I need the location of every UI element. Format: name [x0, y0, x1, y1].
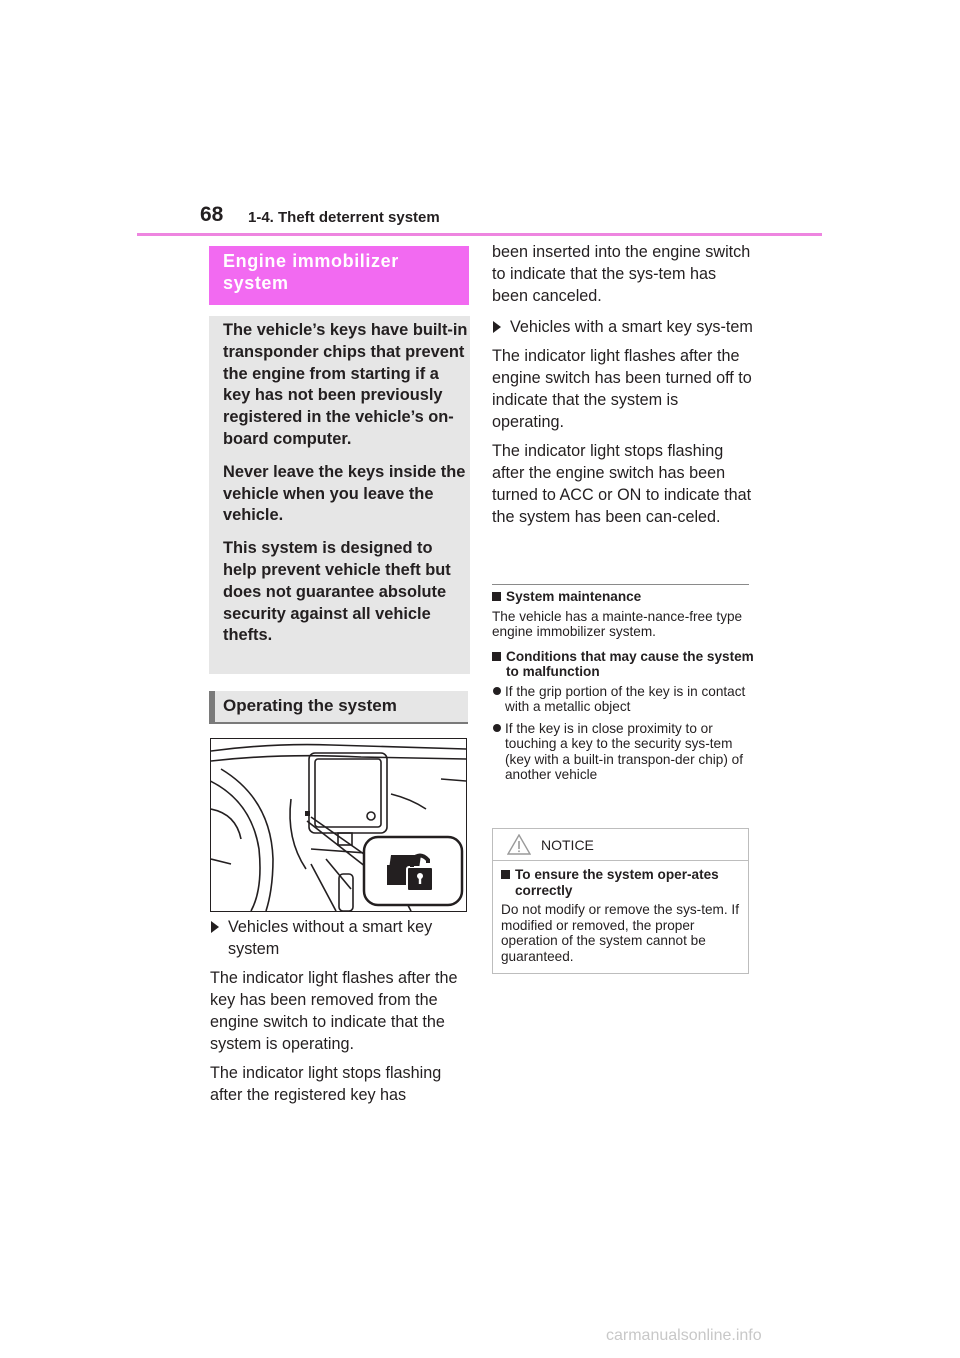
- item-label: Vehicles with a smart key sys-tem: [510, 318, 753, 336]
- arrow-bullet-icon: [211, 921, 219, 933]
- paragraph: been inserted into the engine switch to indicate that the sys-tem has been canceled.: [492, 243, 751, 305]
- notice-title-row: [493, 829, 748, 861]
- dot-bullet-icon: [493, 724, 501, 732]
- watermark: carmanualsonline.info: [606, 1327, 762, 1344]
- item-label: Vehicles without a smart key system: [228, 918, 433, 958]
- notice-content: [493, 861, 748, 964]
- notice-heading-text: To ensure the system oper-ates correctly: [515, 867, 719, 898]
- notice-heading: [501, 867, 740, 898]
- notes-section: [492, 589, 754, 789]
- dashboard-drawing: [211, 739, 466, 911]
- intro-paragraph: This system is designed to help prevent vehicle theft but does not guarantee absolute security against all vehicle thefts.: [223, 539, 451, 645]
- paragraph: The indicator light stops flashing after the engine switch has been turned to ACC or ON to indicate that the system has been can-celed.: [492, 442, 752, 526]
- notes-divider: [492, 584, 749, 585]
- square-bullet-icon: [492, 652, 501, 661]
- square-bullet-icon: [501, 870, 510, 879]
- operating-left-text: [210, 916, 468, 1113]
- note-heading-text: System maintenance: [506, 589, 642, 604]
- note-heading: [492, 589, 754, 605]
- notice-box: [492, 828, 749, 974]
- bullet-text: If the grip portion of the key is in contact with a metallic object: [505, 683, 746, 714]
- note-heading-text: Conditions that may cause the system to malfunction: [506, 648, 754, 679]
- note-bullet: [492, 721, 754, 783]
- intro-box: [209, 316, 470, 674]
- warning-icon: [507, 834, 531, 855]
- intro-paragraph: Never leave the keys inside the vehicle when you leave the vehicle.: [223, 462, 466, 525]
- dot-bullet-icon: [493, 687, 501, 695]
- bullet-text: If the key is in close proximity to or touching a key to the security sys-tem (key with a built-in transpon-der chip) of another vehicle: [505, 720, 743, 782]
- arrow-bullet-icon: [493, 321, 501, 333]
- square-bullet-icon: [492, 592, 501, 601]
- intro-paragraph: The vehicle’s keys have built-in transponder chips that prevent the engine from starting if a key has not been previously registered in the vehicle’s on-board computer.: [223, 321, 468, 448]
- operating-heading: Operating the system: [209, 691, 468, 724]
- notice-body: Do not modify or remove the sys-tem. If modified or removed, the proper operation of the system cannot be guaranteed.: [501, 902, 739, 964]
- note-bullet: [492, 684, 754, 715]
- immobilizer-heading: Engine immobilizer system: [209, 246, 469, 305]
- section-title: 1-4. Theft deterrent system: [248, 209, 440, 226]
- item-without-smart-key: [210, 916, 468, 960]
- note-heading: [492, 649, 754, 680]
- operating-right-text: [492, 241, 754, 535]
- dashboard-illustration: [210, 738, 467, 912]
- page-number: 68: [200, 203, 224, 226]
- paragraph: The indicator light flashes after the key has been removed from the engine switch to indicate that the system is operating.: [210, 969, 458, 1053]
- note-body: The vehicle has a mainte-nance-free type engine immobilizer system.: [492, 608, 743, 639]
- header-divider: [137, 233, 822, 236]
- item-with-smart-key: [492, 316, 754, 338]
- paragraph: The indicator light flashes after the engine switch has been turned off to indicate that the system is operating.: [492, 347, 752, 431]
- paragraph: The indicator light stops flashing after the registered key has: [210, 1064, 442, 1104]
- notice-label: NOTICE: [541, 837, 594, 853]
